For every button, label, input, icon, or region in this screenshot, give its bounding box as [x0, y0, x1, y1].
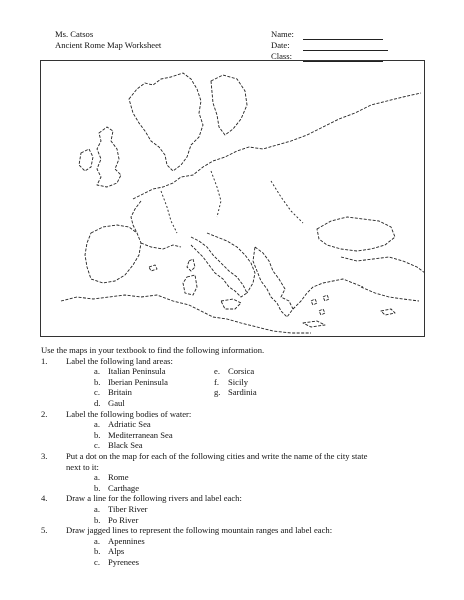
- name-blank[interactable]: [303, 30, 383, 40]
- list-item: [94, 472, 441, 483]
- option-letter: b.: [94, 546, 101, 557]
- option-label: Gaul: [108, 397, 125, 408]
- question-2-options: [41, 419, 441, 451]
- option-label: Pyrenees: [108, 556, 140, 567]
- list-item: [94, 483, 441, 494]
- question-1: [41, 356, 441, 367]
- option-label: Po River: [108, 514, 139, 525]
- question-3: [41, 451, 441, 472]
- crete-coast: [303, 321, 325, 327]
- aegean-coast: [293, 279, 363, 309]
- worksheet-header-left: [55, 29, 161, 51]
- scandinavia-coast: [129, 73, 203, 171]
- britain-coast: [97, 127, 121, 187]
- worksheet-title: Ancient Rome Map Worksheet: [55, 40, 162, 50]
- option-letter: a.: [94, 503, 100, 514]
- question-3-options: [41, 472, 441, 493]
- question-1-options: [41, 366, 441, 408]
- question-1-options-right: [214, 366, 309, 408]
- question-4-number: 4.: [41, 493, 48, 504]
- option-letter: a.: [94, 472, 100, 483]
- option-label: Alps: [108, 546, 125, 557]
- instructions-intro: Use the maps in your textbook to find the following information.: [41, 345, 265, 355]
- date-field-row: [271, 40, 388, 51]
- finland-coast: [211, 75, 247, 135]
- question-5-text: Draw jagged lines to represent the following mountain ranges and label each:: [66, 525, 333, 536]
- option-letter: b.: [94, 429, 101, 440]
- option-letter: a.: [94, 535, 100, 546]
- balearic-islands: [149, 265, 157, 271]
- option-letter: g.: [214, 387, 221, 398]
- teacher-name: Ms. Catsos: [55, 29, 94, 39]
- list-item: [94, 398, 214, 409]
- balkan-coast: [253, 247, 293, 317]
- question-5: [41, 525, 441, 536]
- question-2: [41, 409, 441, 420]
- option-label: Corsica: [228, 366, 255, 377]
- date-label: Date:: [271, 40, 290, 50]
- question-5-options: [41, 536, 441, 568]
- option-label: Sicily: [228, 376, 249, 387]
- italian-peninsula-coast: [191, 233, 255, 297]
- option-letter: a.: [94, 366, 100, 377]
- student-info-fields: [271, 29, 388, 62]
- option-letter: c.: [94, 387, 100, 398]
- blank-outline-map: [40, 60, 425, 337]
- corsica-coast: [187, 259, 195, 271]
- question-1-options-left: [94, 366, 214, 408]
- option-letter: e.: [214, 366, 220, 377]
- list-item: [94, 504, 441, 515]
- list-item: [94, 366, 214, 377]
- question-4: [41, 493, 441, 504]
- question-4-text: Draw a line for the following rivers and label each:: [66, 493, 242, 504]
- list-item: [94, 515, 441, 526]
- ireland-coast: [79, 149, 93, 171]
- aegean-islands: [311, 295, 329, 315]
- question-1-number: 1.: [41, 355, 48, 366]
- option-letter: c.: [94, 440, 100, 451]
- name-label: Name:: [271, 29, 294, 39]
- name-field-row: [271, 29, 388, 40]
- option-label: Iberian Peninsula: [108, 376, 168, 387]
- option-letter: b.: [94, 376, 101, 387]
- list-item: [94, 536, 441, 547]
- option-label: Apennines: [108, 535, 145, 546]
- option-letter: b.: [94, 482, 101, 493]
- sardinia-coast: [183, 275, 197, 295]
- list-item: [94, 557, 441, 568]
- sicily-coast: [221, 299, 241, 309]
- question-3-text-line-1: Put a dot on the map for each of the following cities and write the name of the city state: [66, 450, 368, 461]
- list-item: [94, 377, 214, 388]
- question-4-options: [41, 504, 441, 525]
- option-letter: b.: [94, 514, 101, 525]
- option-label: Britain: [108, 387, 132, 398]
- list-item: [94, 430, 441, 441]
- north-europe-coast: [133, 93, 421, 199]
- option-label: Rome: [108, 472, 129, 483]
- cyprus-coast: [381, 309, 395, 315]
- list-item: [214, 377, 309, 388]
- instructions-section: [41, 345, 441, 567]
- option-label: Sardinia: [228, 387, 257, 398]
- interior-line-1: [161, 191, 177, 233]
- iberian-coast: [85, 225, 141, 283]
- question-5-number: 5.: [41, 525, 48, 536]
- question-3-text-line-2: next to it:: [66, 461, 99, 472]
- option-label: Italian Peninsula: [108, 366, 166, 377]
- question-2-text: Label the following bodies of water:: [66, 408, 192, 419]
- class-label: Class:: [271, 51, 293, 61]
- option-label: Carthage: [108, 482, 140, 493]
- list-item: [214, 387, 309, 398]
- option-label: Black Sea: [108, 440, 143, 451]
- europe-mediterranean-outline: [41, 61, 425, 337]
- black-sea-coast: [317, 217, 395, 251]
- list-item: [94, 440, 441, 451]
- option-label: Adriatic Sea: [108, 419, 151, 430]
- list-item: [94, 419, 441, 430]
- north-africa-coast: [61, 295, 311, 333]
- list-item: [214, 366, 309, 377]
- option-letter: d.: [94, 397, 101, 408]
- list-item: [94, 546, 441, 557]
- list-item: [94, 387, 214, 398]
- option-letter: a.: [94, 419, 100, 430]
- date-blank[interactable]: [303, 41, 388, 51]
- option-label: Tiber River: [108, 503, 148, 514]
- interior-line-3: [271, 181, 303, 223]
- option-letter: c.: [94, 556, 100, 567]
- question-2-number: 2.: [41, 408, 48, 419]
- anatolia-coast: [341, 257, 425, 301]
- option-label: Mediterranean Sea: [108, 429, 173, 440]
- interior-line-2: [211, 171, 221, 217]
- question-1-text: Label the following land areas:: [66, 355, 173, 366]
- question-3-number: 3.: [41, 450, 48, 461]
- option-letter: f.: [214, 376, 220, 387]
